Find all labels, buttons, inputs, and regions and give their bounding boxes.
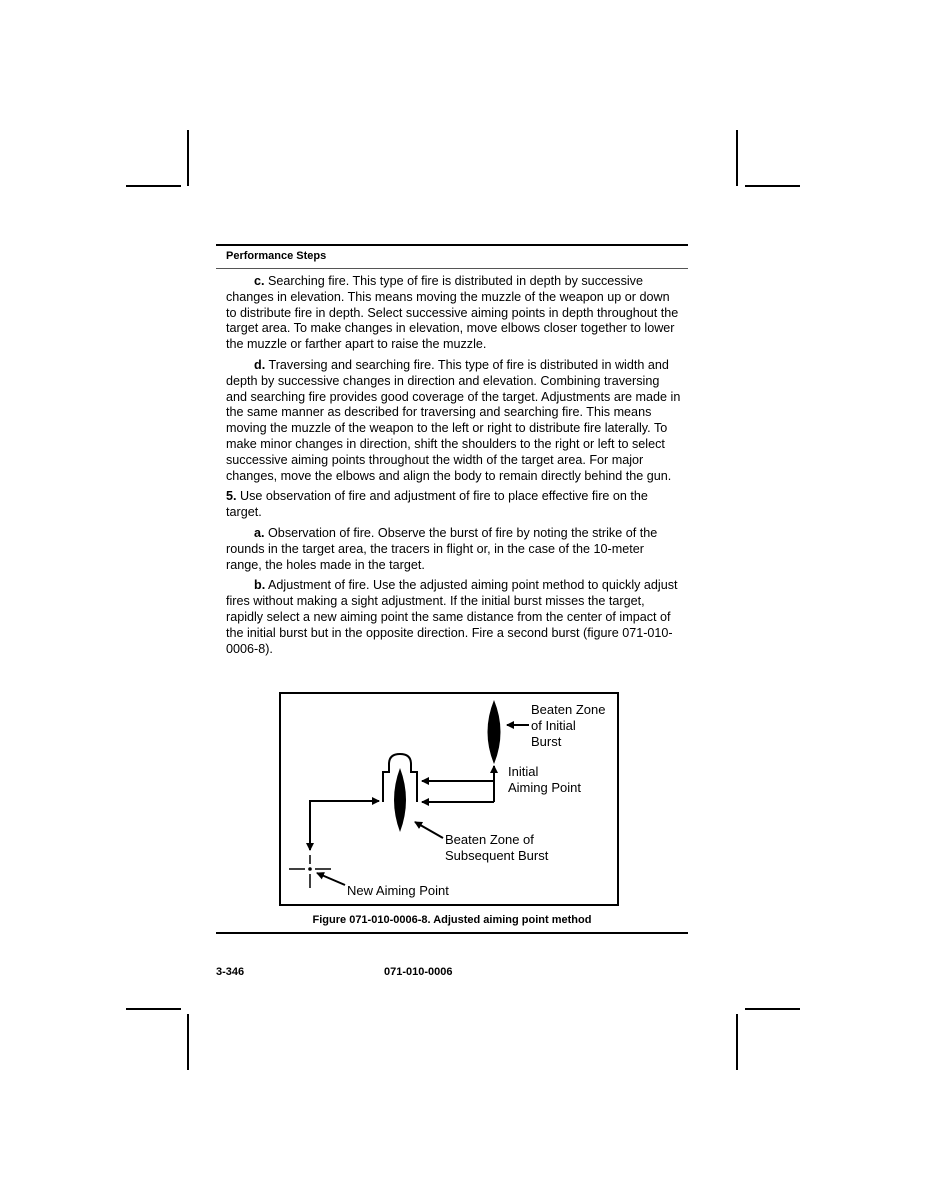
crop-mark [126,1008,181,1010]
label-initial-aiming-2: Aiming Point [508,780,581,795]
page-number: 3-346 [216,966,245,978]
aiming-point-figure [279,692,619,906]
header-rule [216,244,688,246]
header-divider [216,268,688,269]
label-beaten-initial-3: Burst [531,734,562,749]
crop-mark [187,130,189,186]
label-beaten-subsequent-1: Beaten Zone of [445,832,534,847]
crop-mark [187,1014,189,1070]
paragraph-c: c. Searching fire. This type of fire is distributed in depth by successive changes in elevation. This means moving the muzzle of the weapon up or down to distribute fire in depth. Select successive aiming points in depth throughout the target area. To make changes in elevation, move elbows closer together to lower the muzzle or farther apart to raise the muzzle. [226,274,679,352]
arrow-beaten-subsequent [415,822,443,838]
crop-mark [736,130,738,186]
label-beaten-initial-1: Beaten Zone [531,702,606,717]
arrow-new-aiming [317,873,345,885]
section-heading: Performance Steps [226,250,327,262]
footer-rule [216,932,688,934]
label-initial-aiming-1: Initial [508,764,539,779]
paragraph-b: b. Adjustment of fire. Use the adjusted aiming point method to quickly adjust fires without making a sight adjustment. If the initial burst misses the target, rapidly select a new aiming point the same distance from the center of impact of the initial burst but in the opposite direction. Fire a second burst (figure 071-010-0006-8). [226,578,678,656]
crop-mark [126,185,181,187]
figure-caption: Figure 071-010-0006-8. Adjusted aiming point method [312,914,592,926]
label-beaten-initial-2: of Initial [531,718,576,733]
label-beaten-subsequent-2: Subsequent Burst [445,848,549,863]
task-number: 071-010-0006 [384,966,453,978]
beaten-zone-initial [488,700,501,764]
crosshair-icon [289,855,331,888]
crop-mark [745,185,800,187]
label-new-aiming: New Aiming Point [347,883,449,898]
body-text [226,274,682,662]
paragraph-step-5: 5. Use observation of fire and adjustment of fire to place effective fire on the target. [226,489,648,520]
crop-mark [736,1014,738,1070]
crop-mark [745,1008,800,1010]
paragraph-d: d. Traversing and searching fire. This type of fire is distributed in width and depth by successive changes in direction and elevation. Combining traversing and searching fire provides good coverage of the target. Adjustments are made in the same manner as described for traversing and searching fire. This means moving the muzzle of the weapon to the left or right to distribute fire laterally. To make minor changes in direction, shift the shoulders to the right or left to select successive aiming points throughout the width of the target area. For major changes, move the elbows and align the body to remain directly behind the gun. [226,357,681,483]
paragraph-a: a. Observation of fire. Observe the burst of fire by noting the strike of the rounds in the target area, the tracers in flight or, in the case of the 10-meter range, the holes made in the target. [226,525,658,572]
beaten-zone-subsequent [394,768,406,832]
